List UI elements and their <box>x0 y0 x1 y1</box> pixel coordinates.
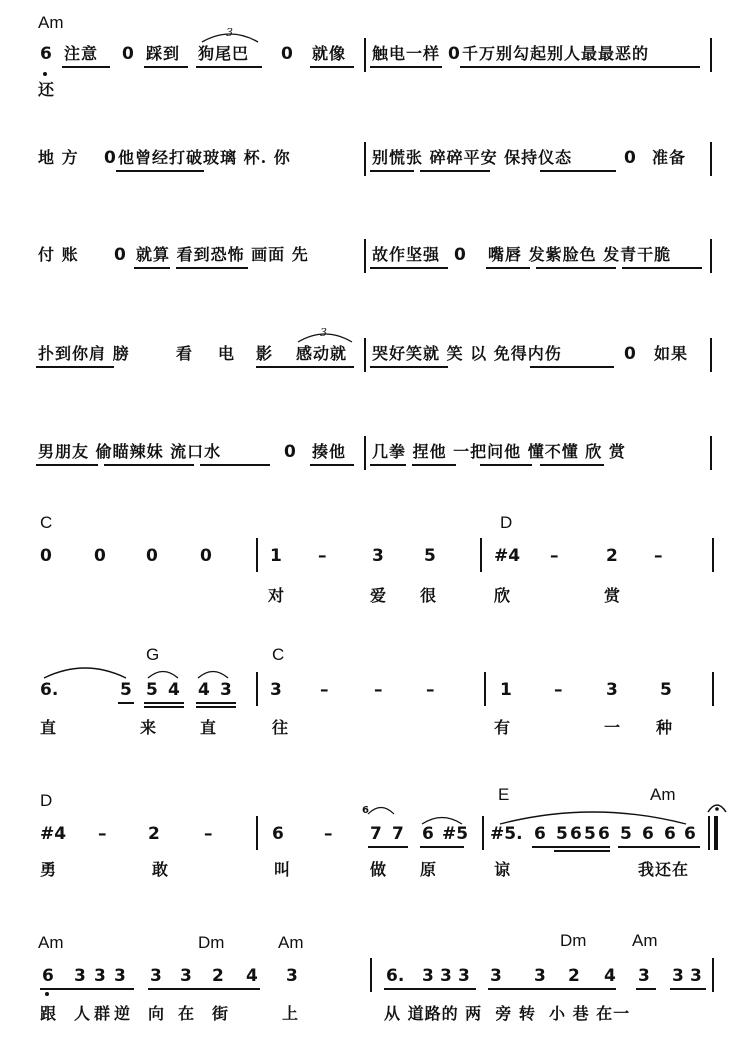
note: 3 <box>638 966 650 986</box>
underline <box>488 988 616 990</box>
rest: 0 <box>281 44 293 64</box>
lyric: 谅 <box>494 860 512 879</box>
rest: 0 <box>114 245 126 265</box>
underline <box>460 66 700 68</box>
lyric: 付 账 <box>38 245 79 264</box>
lyric: 勇 <box>40 860 58 879</box>
note: 6 <box>272 824 284 844</box>
note: 2 <box>212 966 224 986</box>
note: – <box>550 546 559 566</box>
note: 2 <box>148 824 160 844</box>
note: 3 <box>114 966 126 986</box>
note: 6 <box>40 44 52 64</box>
lyric: 就算 看到恐怖 画面 先 <box>136 245 309 264</box>
note: – <box>318 546 327 566</box>
barline <box>364 38 366 72</box>
underline <box>144 702 184 704</box>
barline <box>484 672 486 706</box>
lyric: 嘴唇 发紫脸色 发青干脆 <box>488 245 672 264</box>
underline <box>134 267 170 269</box>
lyric: 对 <box>268 586 286 605</box>
lyric: 如果 <box>654 344 689 363</box>
chord-dm: Dm <box>198 933 225 952</box>
note: 3 <box>440 966 452 986</box>
underline <box>412 464 456 466</box>
triplet-mark: 3 <box>226 26 233 39</box>
lyric: 群 <box>94 1004 112 1023</box>
note: 5 <box>120 680 132 700</box>
slur-arc <box>420 814 464 826</box>
note: 0 <box>200 546 212 566</box>
underline <box>116 170 204 172</box>
note: 3 <box>180 966 192 986</box>
note: 6 <box>422 824 434 844</box>
note: 3 <box>74 966 86 986</box>
underline <box>148 988 260 990</box>
underline <box>36 366 114 368</box>
note: 3 <box>490 966 502 986</box>
barline <box>710 239 712 273</box>
lyric: 踩到 <box>146 44 181 63</box>
barline <box>364 436 366 470</box>
lyric: 叫 <box>274 860 292 879</box>
note: 4 <box>198 680 210 700</box>
lyric: 从 道路的 两 旁 转 小 巷 在一 <box>384 1004 631 1023</box>
lyric: 哭好笑就 笑 以 免得内伤 <box>372 344 562 363</box>
lyric: 做 <box>370 860 388 879</box>
note: – <box>320 680 329 700</box>
note: 5 <box>424 546 436 566</box>
lyric: 我还在 <box>638 860 690 879</box>
note: – <box>204 824 213 844</box>
rest: 0 <box>624 148 636 168</box>
note: 3 <box>270 680 282 700</box>
underline <box>196 66 262 68</box>
underline <box>62 66 110 68</box>
underline <box>104 464 194 466</box>
underline <box>480 464 532 466</box>
note: 3 <box>606 680 618 700</box>
underline <box>176 267 248 269</box>
underline <box>532 846 610 848</box>
barline <box>256 816 258 850</box>
note: 4 <box>604 966 616 986</box>
lyric: 还 <box>38 80 56 99</box>
underline <box>40 988 134 990</box>
note: 6 <box>664 824 676 844</box>
note: 3 <box>458 966 470 986</box>
note: – <box>374 680 383 700</box>
lyric: 很 <box>420 586 438 605</box>
slur-arc <box>366 804 396 816</box>
lyric: 欣 <box>494 586 512 605</box>
chord-dm: Dm <box>560 931 587 950</box>
underline <box>310 464 354 466</box>
note: 3 <box>534 966 546 986</box>
underline <box>310 66 354 68</box>
underline <box>636 988 656 990</box>
barline <box>710 142 712 176</box>
underline <box>36 464 98 466</box>
lyric: 向 <box>148 1004 166 1023</box>
chord-am: Am <box>632 931 658 950</box>
lyric: 赏 <box>604 586 622 605</box>
note: 3 <box>94 966 106 986</box>
lyric: 人 <box>74 1004 92 1023</box>
chord-d: D <box>40 791 53 810</box>
note: 0 <box>40 546 52 566</box>
barline <box>256 538 258 572</box>
lyric: 别慌张 碎碎平安 保持仪态 <box>372 148 573 167</box>
underline <box>118 702 134 704</box>
lyric: 千万别勾起别人最最恶的 <box>462 44 650 63</box>
note: 2 <box>606 546 618 566</box>
underline <box>196 702 236 704</box>
note: 6 <box>534 824 546 844</box>
lyric: 种 <box>656 718 674 737</box>
note: 3 <box>372 546 384 566</box>
lyric: 准备 <box>652 148 687 167</box>
note: 1 <box>270 546 282 566</box>
rest: 0 <box>104 148 116 168</box>
tie-arc <box>42 664 128 680</box>
rest: 0 <box>122 44 134 64</box>
note: 0 <box>94 546 106 566</box>
note: 5 <box>660 680 672 700</box>
chord-g: G <box>146 645 160 664</box>
lyric: 来 <box>140 718 158 737</box>
underline <box>420 846 464 848</box>
note: 5 <box>146 680 158 700</box>
lyric: 直 <box>40 718 58 737</box>
note: #5. <box>490 824 523 844</box>
grace-note: 6 <box>362 805 369 816</box>
barline <box>712 672 714 706</box>
barline <box>710 38 712 72</box>
barline <box>710 436 712 470</box>
lyric: 电 <box>218 344 236 363</box>
lyric: 原 <box>420 860 438 879</box>
note: 3 <box>422 966 434 986</box>
rest: 0 <box>624 344 636 364</box>
underline <box>530 366 614 368</box>
underline <box>670 988 706 990</box>
lyric: 他曾经打破玻璃 杯. 你 <box>118 148 291 167</box>
lyric: 逆 <box>114 1004 132 1023</box>
rest: 0 <box>454 245 466 265</box>
underline <box>618 846 700 848</box>
lyric: 男朋友 偷瞄辣妹 流口水 <box>38 442 222 461</box>
underline <box>486 267 530 269</box>
underline <box>540 464 604 466</box>
lyric: 触电一样 <box>372 44 441 63</box>
lyric: 注意 <box>64 44 99 63</box>
note: 4 <box>168 680 180 700</box>
lyric: 爱 <box>370 586 388 605</box>
lyric: 有 <box>494 718 512 737</box>
underline <box>622 267 702 269</box>
underline <box>196 706 236 708</box>
barline <box>712 538 714 572</box>
chord-am: Am <box>38 933 64 952</box>
lyric: 就像 <box>312 44 347 63</box>
barline <box>370 958 372 992</box>
note: 6 <box>684 824 696 844</box>
barline <box>256 672 258 706</box>
lyric: 上 <box>282 1004 300 1023</box>
underline <box>256 366 354 368</box>
barline <box>482 816 484 850</box>
note: 3 <box>690 966 702 986</box>
underline <box>370 170 414 172</box>
note: 2 <box>568 966 580 986</box>
note: 5 <box>584 824 596 844</box>
barline <box>710 338 712 372</box>
note: 3 <box>220 680 232 700</box>
barline <box>480 538 482 572</box>
final-barline <box>714 816 718 850</box>
lower-octave-dot <box>43 72 47 76</box>
lyric: 几拳 捏他 一把问他 懂不懂 欣 赏 <box>372 442 626 461</box>
underline <box>370 66 442 68</box>
lyric: 往 <box>272 718 290 737</box>
note: 7 <box>392 824 404 844</box>
lyric: 直 <box>200 718 218 737</box>
chord-am: Am <box>38 13 64 32</box>
underline <box>540 170 616 172</box>
lyric: 街 <box>212 1004 230 1023</box>
rest: 0 <box>284 442 296 462</box>
lyric: 在 <box>178 1004 196 1023</box>
note: – <box>98 824 107 844</box>
underline <box>370 464 406 466</box>
chord-e: E <box>498 785 510 804</box>
slur-arc <box>146 668 180 680</box>
note: #5 <box>442 824 469 844</box>
underline <box>144 66 188 68</box>
fermata-icon <box>706 798 728 814</box>
note: 3 <box>286 966 298 986</box>
note: 4 <box>246 966 258 986</box>
chord-c: C <box>40 513 53 532</box>
note: #4 <box>40 824 67 844</box>
note: – <box>324 824 333 844</box>
barline <box>364 142 366 176</box>
underline <box>536 267 616 269</box>
note: – <box>554 680 563 700</box>
chord-am: Am <box>650 785 676 804</box>
note: 6 <box>642 824 654 844</box>
chord-c: C <box>272 645 285 664</box>
note: – <box>426 680 435 700</box>
note: 1 <box>500 680 512 700</box>
note: 6 <box>42 966 54 986</box>
lyric: 地 方 <box>38 148 79 167</box>
lyric: 一 <box>604 718 622 737</box>
underline <box>370 267 448 269</box>
lyric: 看 <box>176 344 194 363</box>
note: 0 <box>146 546 158 566</box>
lower-octave-dot <box>45 992 49 996</box>
lyric: 狗尾巴 <box>198 44 250 63</box>
underline <box>200 464 270 466</box>
underline <box>370 366 448 368</box>
underline <box>420 170 490 172</box>
underline <box>144 706 184 708</box>
note: 6. <box>386 966 405 986</box>
note: 7 <box>370 824 382 844</box>
lyric: 跟 <box>40 1004 58 1023</box>
barline <box>364 338 366 372</box>
lyric: 感动就 <box>296 344 348 363</box>
barline <box>712 958 714 992</box>
note: 6 <box>598 824 610 844</box>
slur-arc <box>196 668 230 680</box>
lyric: 揍他 <box>312 442 347 461</box>
underline <box>384 988 476 990</box>
chord-am: Am <box>278 933 304 952</box>
final-barline <box>708 816 710 850</box>
note: 5 <box>556 824 568 844</box>
lyric: 影 <box>256 344 274 363</box>
lyric: 敢 <box>152 860 170 879</box>
note: 3 <box>150 966 162 986</box>
note: – <box>654 546 663 566</box>
note: 6. <box>40 680 59 700</box>
note: 3 <box>672 966 684 986</box>
lyric: 扑到你肩 膀 <box>38 344 130 363</box>
underline <box>368 846 408 848</box>
chord-d: D <box>500 513 513 532</box>
underline <box>554 850 610 852</box>
note: 5 <box>620 824 632 844</box>
rest: 0 <box>448 44 460 64</box>
triplet-mark: 3 <box>320 326 327 339</box>
note: #4 <box>494 546 521 566</box>
lyric: 故作坚强 <box>372 245 441 264</box>
barline <box>364 239 366 273</box>
note: 6 <box>570 824 582 844</box>
